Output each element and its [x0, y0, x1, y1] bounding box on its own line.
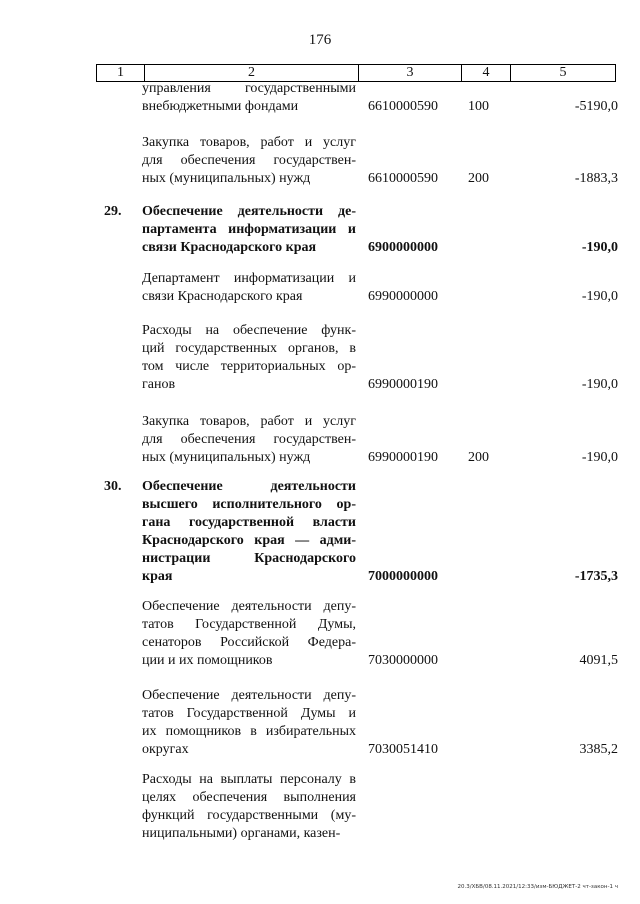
row-code: 6990000000 [368, 289, 438, 304]
row-description [142, 134, 356, 188]
description-line: Департамент информатизации и [142, 271, 356, 286]
row-description [142, 203, 356, 257]
description-line: Обеспечение деятельности де- [142, 204, 356, 219]
description-line: нистрации Краснодарского [142, 551, 356, 566]
description-line: татов Государственной Думы и [142, 706, 356, 721]
row-number: 30. [104, 479, 122, 494]
row-description [142, 80, 356, 116]
row-amount: 3385,2 [579, 742, 618, 757]
row-code: 7000000000 [368, 569, 438, 584]
column-header-4: 4 [462, 65, 511, 82]
row-code: 6990000190 [368, 450, 438, 465]
description-line: Обеспечение деятельности депу- [142, 599, 356, 614]
description-line: Обеспечение деятельности депу- [142, 688, 356, 703]
row-description [142, 598, 356, 670]
row-expense-type: 100 [468, 99, 489, 114]
description-line: ных (муниципальных) нужд [142, 450, 311, 465]
row-description [142, 478, 356, 586]
row-amount: -190,0 [581, 377, 618, 392]
description-line: сенаторов Российской Федера- [142, 635, 356, 650]
description-line: округах [142, 742, 189, 757]
description-line: для обеспечения государствен- [142, 432, 356, 447]
row-amount: -190,0 [581, 240, 618, 255]
row-code: 6610000590 [368, 99, 438, 114]
row-description [142, 771, 356, 843]
description-line: ных (муниципальных) нужд [142, 171, 311, 186]
column-header-1: 1 [97, 65, 145, 82]
row-code: 6610000590 [368, 171, 438, 186]
description-line: ганов [142, 377, 176, 392]
row-amount: -190,0 [581, 450, 618, 465]
column-header-5: 5 [511, 65, 616, 82]
description-line: связи Краснодарского края [142, 289, 303, 304]
row-description [142, 322, 356, 394]
row-amount: -1883,3 [574, 171, 618, 186]
row-code: 7030051410 [368, 742, 438, 757]
row-number: 29. [104, 204, 122, 219]
row-expense-type: 200 [468, 171, 489, 186]
description-line: том числе территориальных ор- [142, 359, 356, 374]
document-footer: 20.3/ХБВ/08.11.2021/12:33/изм-БЮДЖЕТ-2 чт-закон-1 ч [457, 884, 618, 890]
description-line: управления государственными [142, 81, 356, 96]
description-line: татов Государственной Думы, [142, 617, 356, 632]
row-description [142, 413, 356, 467]
description-line: ции и их помощников [142, 653, 273, 668]
row-code: 6900000000 [368, 240, 438, 255]
row-amount: -190,0 [581, 289, 618, 304]
row-expense-type: 200 [468, 450, 489, 465]
description-line: Обеспечение деятельности [142, 479, 356, 494]
column-header-3: 3 [359, 65, 462, 82]
description-line: ниципальными) органами, казен- [142, 826, 341, 841]
row-description [142, 270, 356, 306]
description-line: их помощников в избирательных [142, 724, 356, 739]
description-line: края [142, 569, 173, 584]
description-line: Закупка товаров, работ и услуг [142, 135, 356, 150]
row-amount: 4091,5 [579, 653, 618, 668]
row-description [142, 687, 356, 759]
row-amount: -1735,3 [574, 569, 618, 584]
row-code: 7030000000 [368, 653, 438, 668]
description-line: связи Краснодарского края [142, 240, 317, 255]
description-line: внебюджетными фондами [142, 99, 299, 114]
row-amount: -5190,0 [574, 99, 618, 114]
description-line: Закупка товаров, работ и услуг [142, 414, 356, 429]
description-line: партамента информатизации и [142, 222, 356, 237]
description-line: Расходы на обеспечение функ- [142, 323, 356, 338]
column-header-2: 2 [145, 65, 359, 82]
description-line: для обеспечения государствен- [142, 153, 356, 168]
description-line: целях обеспечения выполнения [142, 790, 356, 805]
description-line: гана государственной власти [142, 515, 356, 530]
description-line: функций государственными (му- [142, 808, 356, 823]
description-line: Расходы на выплаты персоналу в [142, 772, 356, 787]
description-line: высшего исполнительного ор- [142, 497, 356, 512]
description-line: ций государственных органов, в [142, 341, 356, 356]
page-number: 176 [308, 32, 332, 48]
row-code: 6990000190 [368, 377, 438, 392]
description-line: Краснодарского края — адми- [142, 533, 356, 548]
